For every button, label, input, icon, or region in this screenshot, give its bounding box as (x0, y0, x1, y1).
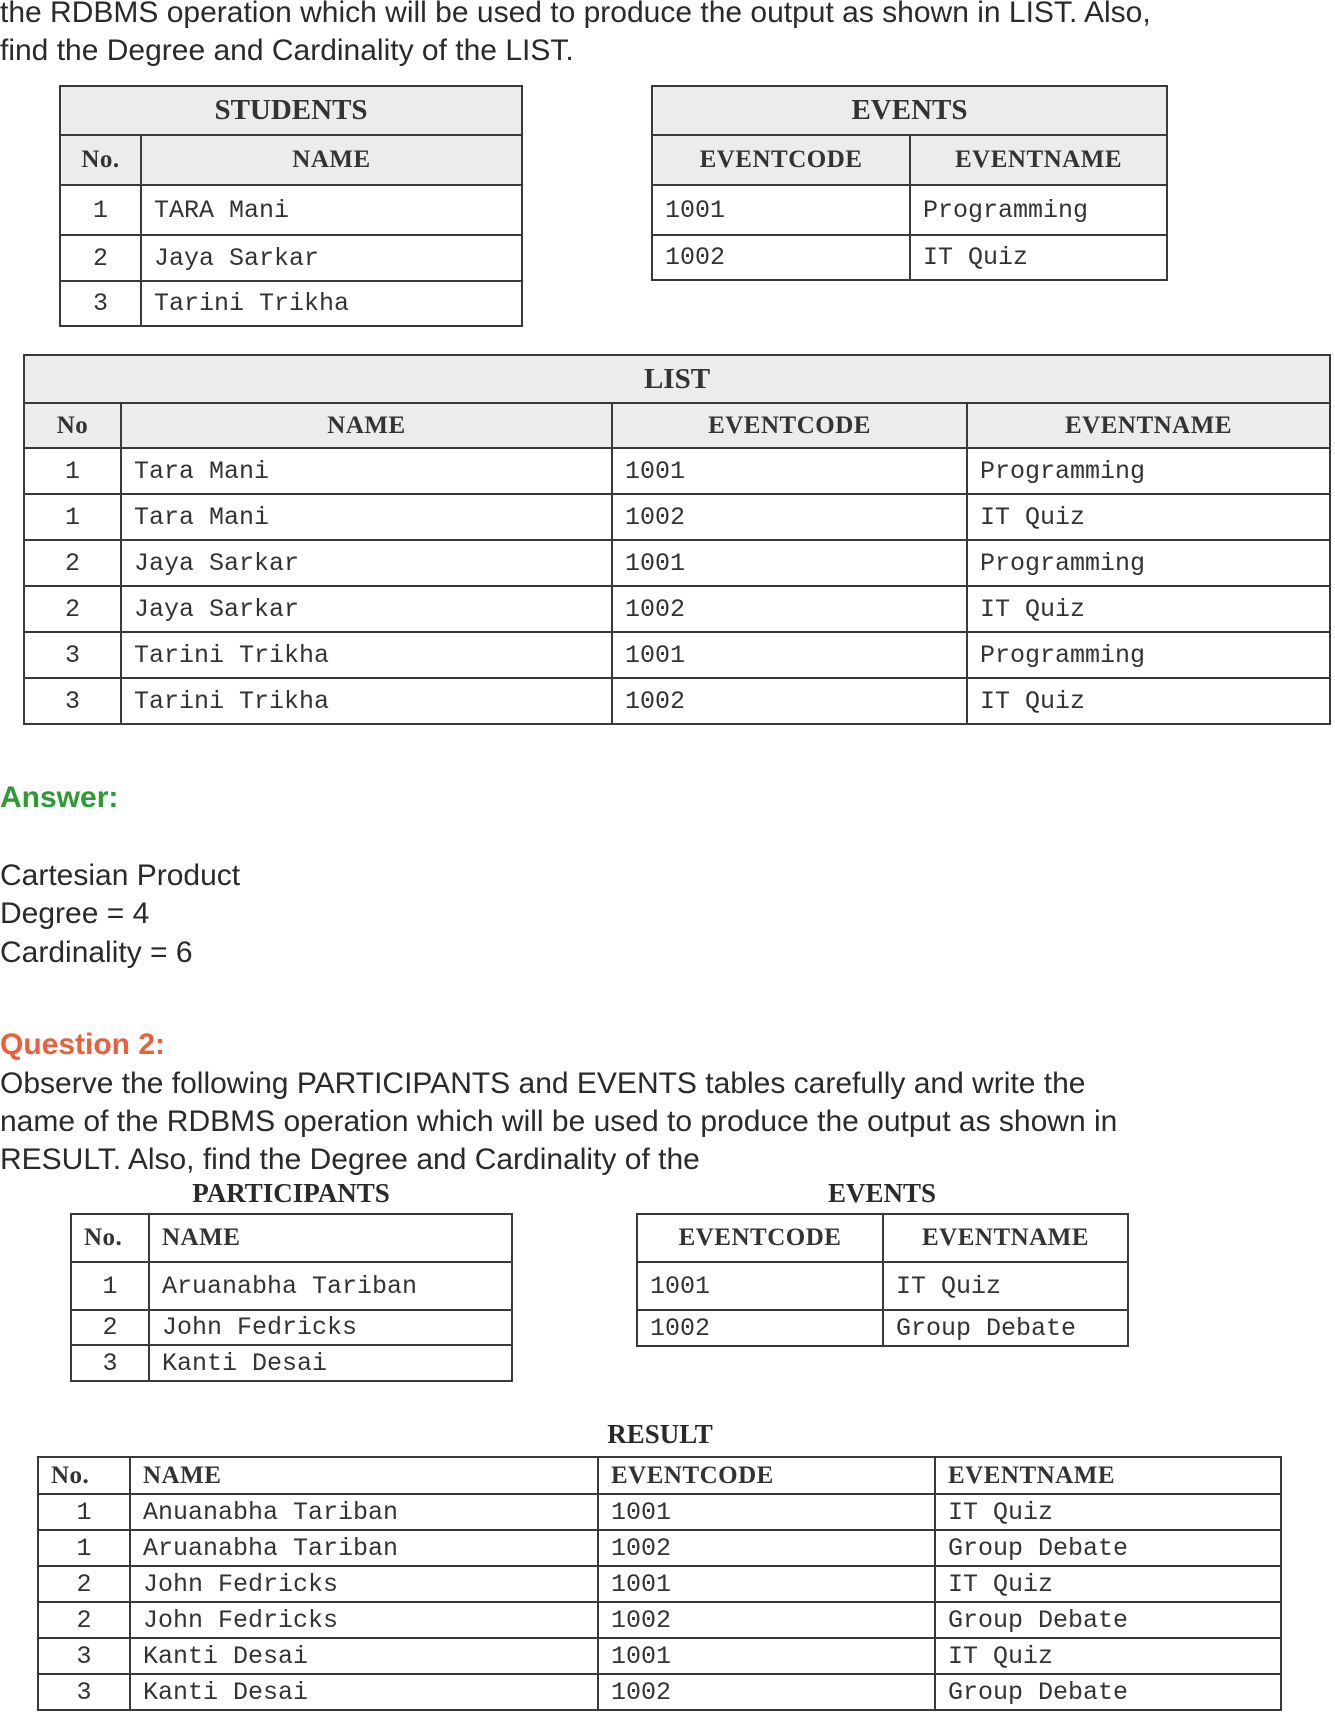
table-cell: 1002 (637, 1310, 883, 1346)
table-cell: Tarini Trikha (141, 281, 522, 326)
table-cell: IT Quiz (967, 494, 1330, 540)
answer-line: Cartesian Product (0, 859, 241, 892)
table-row (38, 1602, 1281, 1638)
table-cell: 1 (24, 448, 121, 494)
result-label: RESULT (607, 1419, 713, 1449)
table-cell: Aruanabha Tariban (130, 1530, 598, 1566)
column-header: No (24, 403, 121, 448)
question-text-line: name of the RDBMS operation which will be used to produce the output as shown in (0, 1105, 1118, 1138)
table-cell: IT Quiz (883, 1262, 1128, 1310)
question-text-line: Observe the following PARTICIPANTS and EVENTS tables carefully and write the (0, 1067, 1086, 1100)
table-cell: Group Debate (935, 1674, 1281, 1710)
table-cell: Jaya Sarkar (121, 540, 612, 586)
column-header: NAME (121, 403, 612, 448)
table-cell: 1002 (652, 235, 910, 280)
participants-label: PARTICIPANTS (192, 1178, 390, 1208)
events-table-2 (636, 1213, 1129, 1347)
table-row (38, 1674, 1281, 1710)
table-row (24, 632, 1330, 678)
table-cell: Programming (967, 632, 1330, 678)
table-cell: IT Quiz (935, 1638, 1281, 1674)
table-row (71, 1262, 512, 1310)
table-cell: 1001 (598, 1638, 935, 1674)
table-header-row (637, 1214, 1128, 1262)
table-cell: John Fedricks (149, 1310, 512, 1345)
table-cell: 2 (38, 1602, 130, 1638)
question-text-line: the RDBMS operation which will be used to produce the output as shown in LIST. Also, (0, 0, 1151, 29)
table-header-row (24, 403, 1330, 448)
table-cell: TARA Mani (141, 185, 522, 235)
table-cell: Programming (910, 185, 1167, 235)
answer-line: Cardinality = 6 (0, 936, 193, 969)
table-cell: Tara Mani (121, 494, 612, 540)
events-table (651, 85, 1168, 281)
table-row (24, 540, 1330, 586)
column-header: No. (38, 1457, 130, 1494)
table-row (60, 281, 522, 326)
table-cell: 1002 (612, 494, 967, 540)
question-2-heading: Question 2: (0, 1028, 166, 1061)
question-text-line: find the Degree and Cardinality of the LIST. (0, 34, 574, 67)
table-header-row (71, 1214, 512, 1262)
table-cell: IT Quiz (967, 678, 1330, 724)
column-header: NAME (130, 1457, 598, 1494)
participants-table (70, 1213, 513, 1382)
table-cell: 1 (60, 185, 141, 235)
table-row (38, 1566, 1281, 1602)
column-header: EVENTNAME (967, 403, 1330, 448)
table-cell: 2 (24, 586, 121, 632)
table-cell: Group Debate (883, 1310, 1128, 1346)
column-header: EVENTNAME (935, 1457, 1281, 1494)
table-cell: 2 (38, 1566, 130, 1602)
table-row (652, 185, 1167, 235)
column-header: EVENTCODE (598, 1457, 935, 1494)
table-row (38, 1494, 1281, 1530)
table-header-row (60, 135, 522, 185)
table-cell: 1001 (598, 1494, 935, 1530)
students-table (59, 85, 523, 327)
table-cell: 3 (71, 1345, 149, 1381)
table-cell: Jaya Sarkar (141, 235, 522, 281)
table-row (60, 235, 522, 281)
column-header: NAME (141, 135, 522, 185)
table-cell: 1 (71, 1262, 149, 1310)
table-cell: 1001 (652, 185, 910, 235)
table-cell: 1 (38, 1530, 130, 1566)
table-cell: IT Quiz (967, 586, 1330, 632)
table-cell: Tara Mani (121, 448, 612, 494)
table-cell: IT Quiz (935, 1566, 1281, 1602)
table-cell: 3 (60, 281, 141, 326)
table-cell: 1001 (637, 1262, 883, 1310)
table-cell: Programming (967, 540, 1330, 586)
list-table (23, 354, 1331, 725)
table-cell: Group Debate (935, 1530, 1281, 1566)
table-row (60, 185, 522, 235)
table-cell: 1 (38, 1494, 130, 1530)
column-header: No. (60, 135, 141, 185)
table-cell: Jaya Sarkar (121, 586, 612, 632)
table-cell: 3 (38, 1674, 130, 1710)
table-row (38, 1638, 1281, 1674)
table-cell: John Fedricks (130, 1566, 598, 1602)
table-cell: 2 (24, 540, 121, 586)
table-cell: IT Quiz (935, 1494, 1281, 1530)
table-cell: Aruanabha Tariban (149, 1262, 512, 1310)
table-cell: Kanti Desai (149, 1345, 512, 1381)
column-header: EVENTNAME (910, 135, 1167, 185)
answer-line: Degree = 4 (0, 897, 150, 930)
table-row (24, 586, 1330, 632)
table-cell: Kanti Desai (130, 1674, 598, 1710)
column-header: EVENTCODE (612, 403, 967, 448)
column-header: EVENTCODE (652, 135, 910, 185)
table-cell: 3 (24, 632, 121, 678)
events-label: EVENTS (827, 1178, 937, 1208)
table-cell: 2 (71, 1310, 149, 1345)
table-cell: 1001 (612, 540, 967, 586)
table-cell: 1002 (598, 1602, 935, 1638)
table-row (71, 1345, 512, 1381)
table-cell: 1001 (598, 1566, 935, 1602)
answer-heading: Answer: (0, 781, 119, 814)
table-cell: John Fedricks (130, 1602, 598, 1638)
result-table (37, 1456, 1282, 1711)
table-cell: 1002 (598, 1674, 935, 1710)
table-cell: 1001 (612, 448, 967, 494)
table-title: EVENTS (652, 86, 1167, 135)
table-cell: 1002 (612, 586, 967, 632)
table-cell: Tarini Trikha (121, 632, 612, 678)
column-header: EVENTCODE (637, 1214, 883, 1262)
table-cell: Tarini Trikha (121, 678, 612, 724)
table-cell: 3 (24, 678, 121, 724)
table-row (652, 235, 1167, 280)
table-row (71, 1310, 512, 1345)
table-row (24, 678, 1330, 724)
table-title: LIST (24, 355, 1330, 403)
question-text-line: RESULT. Also, find the Degree and Cardinality of the (0, 1143, 700, 1176)
column-header: NAME (149, 1214, 512, 1262)
table-row (637, 1310, 1128, 1346)
table-cell: 1002 (598, 1530, 935, 1566)
table-header-row (38, 1457, 1281, 1494)
table-row (24, 494, 1330, 540)
table-cell: 1 (24, 494, 121, 540)
table-header-row (652, 135, 1167, 185)
table-cell: Group Debate (935, 1602, 1281, 1638)
table-row (38, 1530, 1281, 1566)
table-row (637, 1262, 1128, 1310)
table-cell: Kanti Desai (130, 1638, 598, 1674)
table-cell: Anuanabha Tariban (130, 1494, 598, 1530)
table-cell: 1002 (612, 678, 967, 724)
table-cell: IT Quiz (910, 235, 1167, 280)
column-header: No. (71, 1214, 149, 1262)
table-title: STUDENTS (60, 86, 522, 135)
table-row (24, 448, 1330, 494)
table-cell: 2 (60, 235, 141, 281)
table-cell: Programming (967, 448, 1330, 494)
column-header: EVENTNAME (883, 1214, 1128, 1262)
table-cell: 1001 (612, 632, 967, 678)
table-cell: 3 (38, 1638, 130, 1674)
